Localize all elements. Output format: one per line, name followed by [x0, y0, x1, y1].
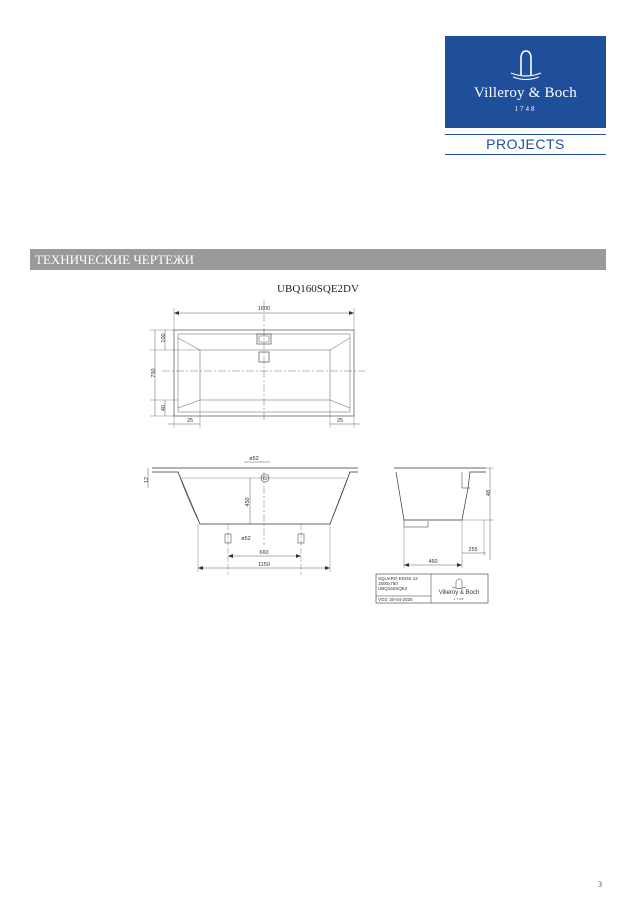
dim-base-length-label: 1150	[258, 562, 270, 568]
dim-side-height-label: 48	[486, 489, 492, 497]
section-title: ТЕХНИЧЕСКИЕ ЧЕРТЕЖИ	[35, 252, 195, 267]
title-block-year: 1748	[453, 597, 465, 601]
dim-rim-label: 100	[161, 333, 167, 343]
dim-right-offset-label: 25	[336, 418, 344, 424]
title-block-line1: SQUARO EDGE 12	[378, 576, 418, 581]
dim-rim-height-label: 12	[144, 476, 150, 484]
dim-depth-label: 750	[151, 368, 157, 378]
dim-width-label: 1600	[257, 306, 271, 312]
projects-label: PROJECTS	[486, 136, 565, 152]
title-block-emblem-icon	[452, 579, 466, 589]
page-number: 3	[598, 880, 602, 889]
brand-year: 1748	[514, 105, 537, 113]
title-block-brand: Villeroy & Boch	[438, 590, 480, 596]
title-block-version: VO2: 20-04-2020	[378, 597, 413, 602]
brand-name: Villeroy & Boch	[474, 85, 577, 101]
title-block-line2: 1600x750	[378, 581, 398, 586]
dim-foot-span-label: 660	[259, 550, 269, 556]
dim-side-offset-label: 255	[468, 547, 478, 553]
dim-drain-label: ø52	[249, 456, 259, 462]
model-code: UBQ160SQE2DV	[277, 283, 359, 295]
dim-foot-label: ø52	[241, 536, 251, 542]
title-block-line3: UBQ160SQE2	[378, 586, 408, 591]
dim-height-label: 450	[245, 497, 251, 507]
dim-inner-label: 40	[161, 404, 167, 412]
dim-left-offset-label: 25	[186, 418, 194, 424]
dim-side-base-label: 460	[428, 559, 438, 565]
